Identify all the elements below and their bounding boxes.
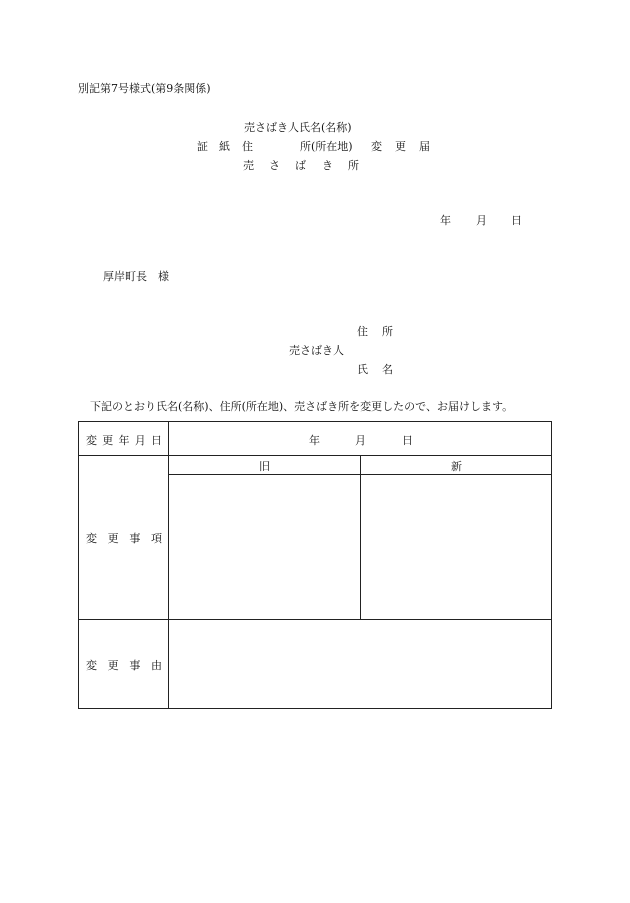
title-line-3-char: 売 xyxy=(243,159,254,172)
title-line-2-char: 紙 xyxy=(219,140,230,153)
recipient-name: 厚岸町長 xyxy=(103,270,147,283)
new-column-header: 新 xyxy=(451,460,462,473)
change-date-label-char: 日 xyxy=(151,434,162,447)
applicant-address-label-char: 住 xyxy=(357,325,368,338)
title-line-2-char: 届 xyxy=(419,140,430,153)
title-line-1: 売さばき人氏名(名称) xyxy=(244,121,352,134)
applicant-name-label-char: 名 xyxy=(382,363,393,376)
change-reason-label-char: 事 xyxy=(129,659,141,672)
applicant-address-label-char: 所 xyxy=(382,325,393,338)
statement-text: 下記のとおり氏名(名称)、住所(所在地)、売さばき所を変更したので、お届けします。 xyxy=(90,400,514,413)
title-line-3-char: ば xyxy=(295,159,306,172)
title-line-2-char: 住 xyxy=(242,140,253,153)
change-date-label-char: 月 xyxy=(134,434,146,447)
change-date-label-char: 変 xyxy=(86,434,97,447)
change-reason-label xyxy=(86,657,162,673)
change-date-label xyxy=(86,432,162,448)
change-items-label-char: 事 xyxy=(129,532,141,545)
form-table xyxy=(78,421,552,709)
form-number: 別記第7号様式(第9条関係) xyxy=(78,82,211,95)
old-column-header: 旧 xyxy=(259,460,270,473)
title-line-3-char: 所 xyxy=(348,159,359,172)
change-reason-label-char: 変 xyxy=(86,659,97,672)
change-date-label-char: 年 xyxy=(118,434,130,447)
title-line-2 xyxy=(197,138,433,154)
change-date-year: 年 xyxy=(309,434,320,447)
old-value-cell[interactable] xyxy=(169,475,360,619)
change-reason-label-char: 更 xyxy=(107,659,119,672)
change-items-label-char: 項 xyxy=(150,532,162,545)
change-date-month: 月 xyxy=(355,434,366,447)
new-value-cell[interactable] xyxy=(361,475,551,619)
title-line-3-char: さ xyxy=(269,159,280,172)
title-line-3-char: き xyxy=(322,159,333,172)
date-header-month: 月 xyxy=(476,214,487,227)
table-row-divider xyxy=(79,455,551,456)
title-line-2-char: 更 xyxy=(395,140,406,153)
title-line-2-char: 変 xyxy=(371,140,382,153)
change-reason-label-char: 由 xyxy=(150,659,162,672)
title-line-3 xyxy=(243,157,363,173)
title-line-2-char: 証 xyxy=(197,140,208,153)
change-items-label xyxy=(86,530,162,546)
date-header-day: 日 xyxy=(511,214,522,227)
change-items-label-char: 変 xyxy=(86,532,97,545)
date-header-year: 年 xyxy=(440,214,451,227)
title-line-2-mid: 所(所在地) xyxy=(300,140,353,153)
applicant-name-label-char: 氏 xyxy=(357,363,368,376)
change-reason-cell[interactable] xyxy=(169,620,551,708)
applicant-role-label: 売さばき人 xyxy=(289,344,344,357)
change-date-label-char: 更 xyxy=(102,434,114,447)
change-date-day: 日 xyxy=(402,434,413,447)
change-items-label-char: 更 xyxy=(107,532,119,545)
recipient-honorific: 様 xyxy=(158,270,169,283)
